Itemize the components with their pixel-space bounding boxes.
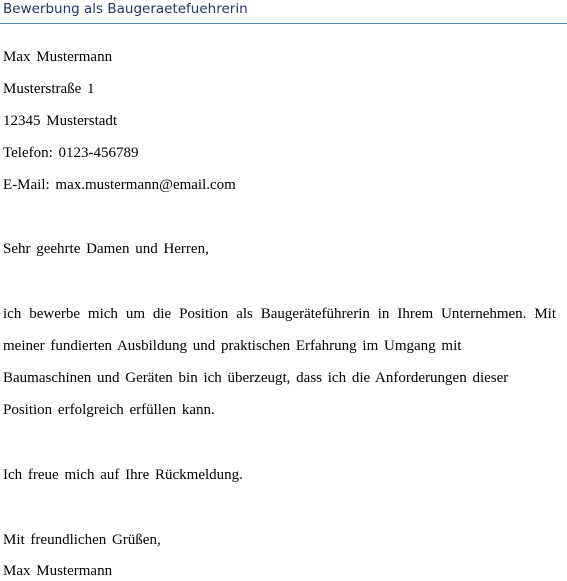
sender-email: E-Mail: max.mustermann@email.com [3,177,236,193]
closing: Mit freundlichen Grüßen, [3,532,161,548]
body-line-2: meiner fundierten Ausbildung und praktischen Erfahrung im Umgang mit [3,338,462,354]
signature: Max Mustermann [3,563,113,579]
body-line-4: Position erfolgreich erfüllen kann. [3,402,215,418]
salutation: Sehr geehrte Damen und Herren, [3,241,209,257]
document-header [0,0,567,24]
body-line-1: ich bewerbe mich um die Position als Baugeräteführerin in Ihrem Unternehmen. Mit [3,306,556,322]
body-line-3: Baumaschinen und Geräten bin ich überzeugt, dass ich die Anforderungen dieser [3,370,509,386]
document-title: Bewerbung als Baugeraetefuehrerin [3,1,248,17]
closing-sentence: Ich freue mich auf Ihre Rückmeldung. [3,467,243,483]
sender-city: 12345 Musterstadt [3,113,118,129]
sender-name: Max Mustermann [3,49,113,65]
sender-street: Musterstraße 1 [3,81,95,97]
sender-phone: Telefon: 0123-456789 [3,145,139,161]
